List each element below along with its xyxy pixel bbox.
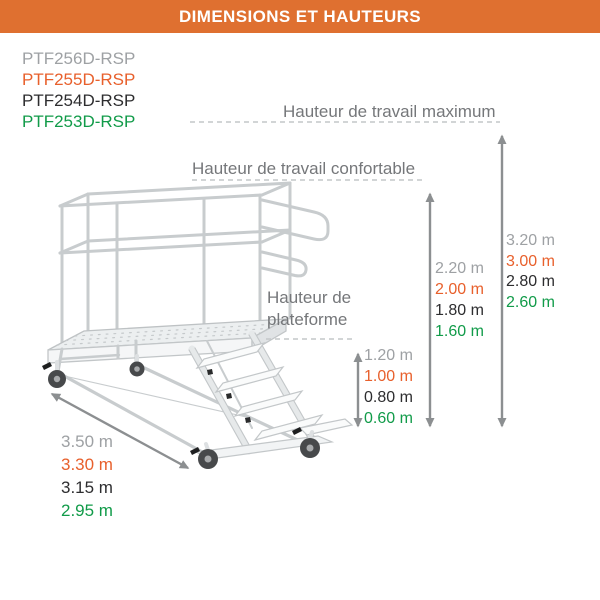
product-code: PTF253D-RSP (22, 112, 136, 131)
page-title: DIMENSIONS ET HAUTEURS (178, 6, 422, 26)
platform-height-values (364, 345, 413, 429)
platform-height-label-line1: Hauteur de (267, 288, 352, 307)
product-code: PTF256D-RSP (22, 49, 136, 68)
dim-value: 3.50 m (61, 432, 113, 451)
dim-value: 3.00 m (506, 252, 555, 270)
platform-height-label-line2: plateforme (267, 310, 348, 329)
dim-value: 2.95 m (61, 501, 113, 520)
stair-treads (197, 343, 322, 440)
dim-value: 3.30 m (61, 455, 113, 474)
dim-value: 2.60 m (506, 293, 555, 311)
dim-value: 3.20 m (506, 232, 555, 249)
dim-value: 1.00 m (364, 368, 413, 385)
platform-height-label (267, 287, 351, 331)
working-height-comfortable-values (435, 258, 484, 342)
product-code: PTF254D-RSP (22, 91, 136, 110)
dim-value: 1.20 m (364, 347, 413, 364)
product-code: PTF255D-RSP (22, 70, 136, 89)
working-height-max-values (506, 231, 555, 313)
platform-length-values (61, 430, 113, 522)
dim-value: 2.20 m (435, 260, 484, 277)
dim-value: 1.80 m (435, 302, 484, 319)
dim-value: 2.80 m (506, 273, 555, 290)
working-height-comfortable-label: Hauteur de travail confortable (192, 159, 416, 178)
dim-value: 0.60 m (364, 410, 413, 427)
dim-value: 1.60 m (435, 323, 484, 340)
working-height-max-label: Hauteur de travail maximum (283, 102, 496, 121)
dim-value: 2.00 m (435, 281, 484, 298)
dim-value: 0.80 m (364, 389, 413, 406)
dim-value: 3.15 m (61, 478, 113, 497)
